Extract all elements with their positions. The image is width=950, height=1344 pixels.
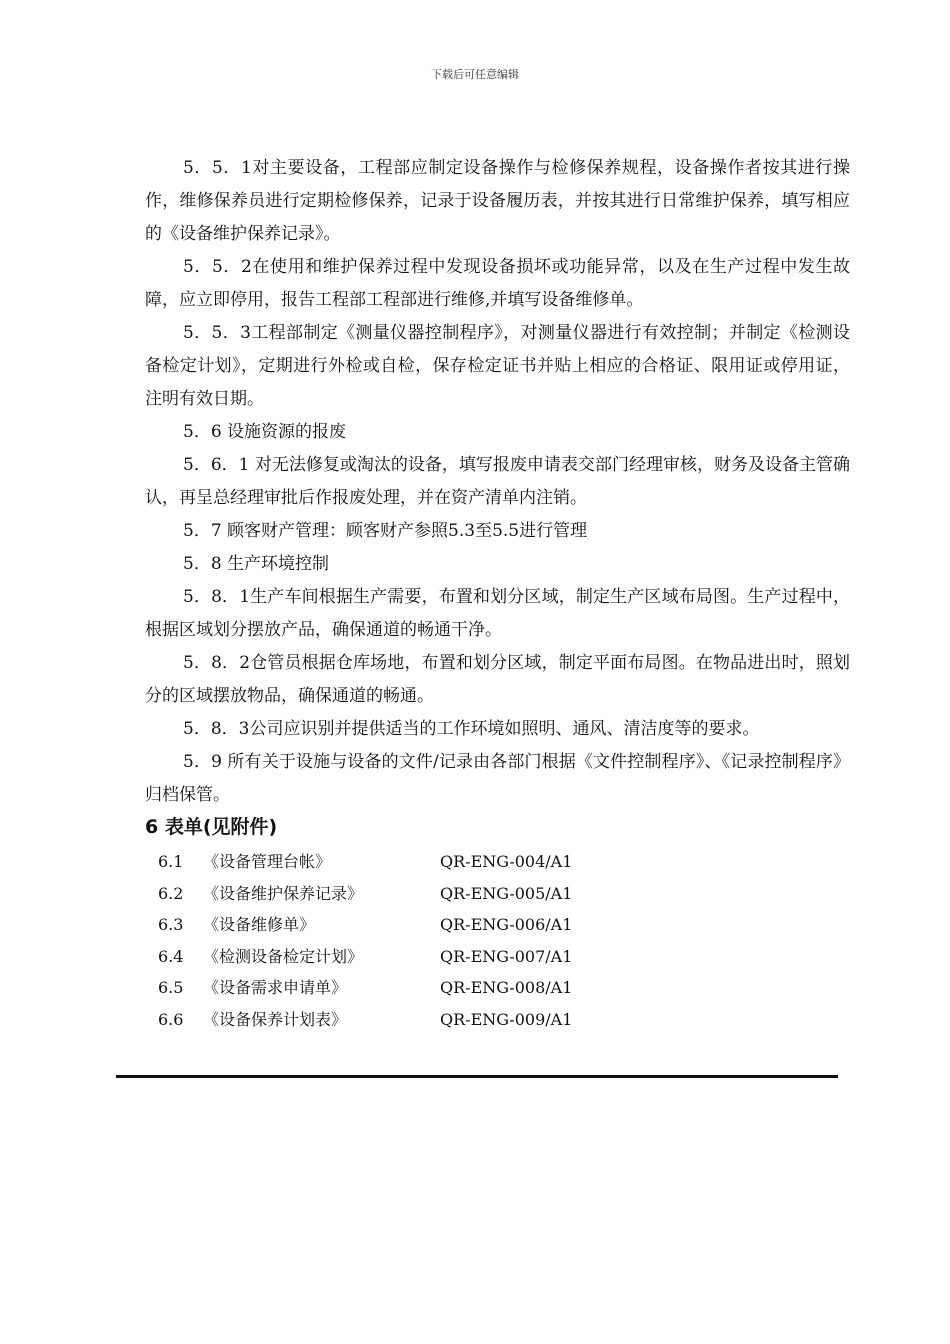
form-code: QR-ENG-008/A1 [440, 978, 573, 997]
heading-5-6: 5．6 设施资源的报废 [183, 422, 347, 442]
list-item [145, 1004, 850, 1036]
paragraph-5-9: 5．9 所有关于设施与设备的文件/记录由各部门根据《文件控制程序》、《记录控制程序》归档保管。 [145, 752, 850, 805]
paragraph-5-5-3: 5．5．3工程部制定《测量仪器控制程序》，对测量仪器进行有效控制；并制定《检测设备检定计划》，定期进行外检或自检，保存检定证书并贴上相应的合格证、限用证或停用证，注明有效日期。 [145, 323, 850, 409]
forms-list [145, 846, 850, 1035]
form-number: 6.6 [158, 1009, 184, 1029]
form-number: 6.1 [158, 852, 184, 871]
paragraph-5-8-1: 5．8．1生产车间根据生产需要，布置和划分区域，制定生产区域布局图。生产过程中，根据区域划分摆放产品，确保通道的畅通干净。 [145, 587, 850, 640]
form-name: 《检测设备检定计划》 [203, 946, 364, 966]
form-name: 《设备保养计划表》 [203, 1009, 348, 1029]
list-item [145, 941, 850, 973]
form-number: 6.2 [158, 883, 184, 903]
list-item [145, 972, 850, 1004]
paragraph-5-6-1: 5．6．1 对无法修复或淘汰的设备，填写报废申请表交部门经理审核，财务及设备主管确认，再呈总经理审批后作报废处理，并在资产清单内注销。 [145, 455, 850, 508]
form-number: 6.4 [158, 946, 184, 966]
form-name: 《设备维修单》 [203, 915, 316, 934]
list-item [145, 846, 850, 878]
form-number: 6.5 [158, 978, 184, 997]
form-name: 《设备管理台帐》 [203, 852, 332, 871]
form-code: QR-ENG-007/A1 [440, 946, 573, 966]
form-code: QR-ENG-005/A1 [440, 883, 573, 903]
form-name: 《设备维护保养记录》 [203, 883, 364, 903]
document-body [145, 152, 850, 1035]
paragraph-5-8-3: 5．8．3公司应识别并提供适当的工作环境如照明、通风、清洁度等的要求。 [183, 719, 760, 739]
paragraph-5-5-1: 5．5．1对主要设备，工程部应制定设备操作与检修保养规程，设备操作者按其进行操作，维修保养员进行定期检修保养，记录于设备履历表，并按其进行日常维护保养，填写相应的《设备维护保养记录》。 [145, 158, 850, 244]
paragraph-5-7: 5．7 顾客财产管理：顾客财产参照5.3至5.5进行管理 [183, 521, 588, 541]
form-code: QR-ENG-009/A1 [440, 1009, 573, 1029]
heading-5-8: 5．8 生产环境控制 [183, 554, 330, 574]
header-note: 下载后可任意编辑 [431, 68, 519, 81]
section-6-title: 6 表单(见附件) [145, 816, 278, 838]
form-number: 6.3 [158, 915, 184, 934]
paragraph-5-8-2: 5．8．2仓管员根据仓库场地，布置和划分区域，制定平面布局图。在物品进出时，照划分的区域摆放物品，确保通道的畅通。 [145, 653, 850, 706]
form-code: QR-ENG-006/A1 [440, 915, 573, 934]
paragraph-5-5-2: 5．5．2在使用和维护保养过程中发现设备损坏或功能异常，以及在生产过程中发生故障，应立即停用，报告工程部工程部进行维修,并填写设备维修单。 [145, 257, 850, 310]
form-code: QR-ENG-004/A1 [440, 852, 573, 871]
form-name: 《设备需求申请单》 [203, 978, 348, 997]
list-item [145, 909, 850, 941]
list-item [145, 878, 850, 910]
footer-divider [116, 1075, 838, 1078]
